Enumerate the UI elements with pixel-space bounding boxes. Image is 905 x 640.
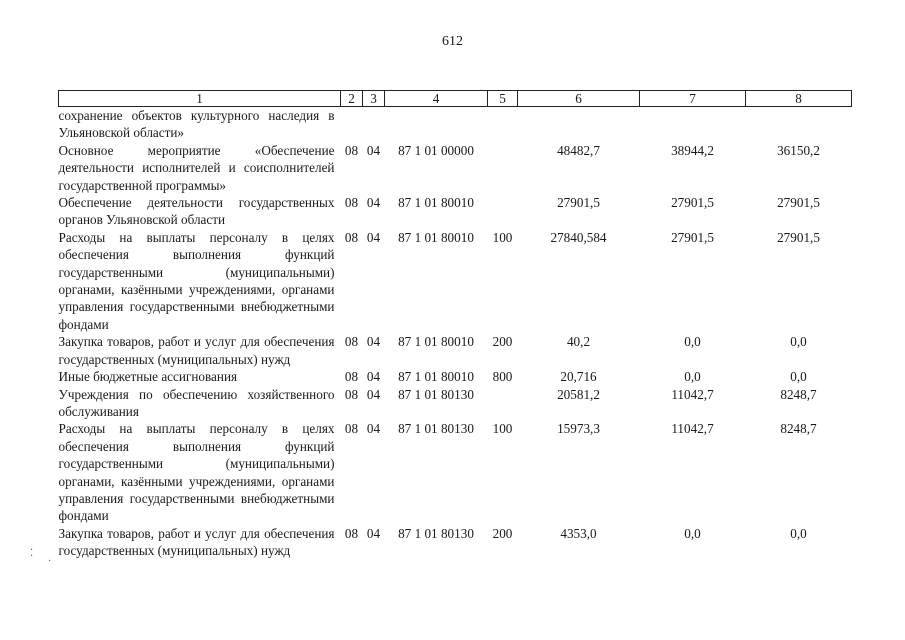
cell-target-article: 87 1 01 80130 [398, 525, 474, 541]
header-col-5: 5 [488, 91, 518, 107]
cell-section: 08 [344, 142, 359, 158]
cell-subsection: 04 [366, 421, 381, 437]
cell-amount-8: 0,0 [790, 369, 807, 385]
cell-expense-type: 200 [492, 525, 513, 541]
table-row [59, 420, 852, 524]
cell-target-article: 87 1 01 80010 [398, 195, 474, 211]
cell-amount-7 [640, 107, 746, 142]
cell-name: Закупка товаров, работ и услуг для обеспечения государственных (муниципальных) нужд [58, 334, 335, 367]
cell-subsection: 04 [366, 195, 381, 211]
cell-amount-8: 8248,7 [780, 421, 817, 437]
cell-amount-6: 27840,584 [550, 229, 607, 245]
header-col-8: 8 [746, 91, 852, 107]
cell-section: 08 [344, 369, 359, 385]
table-row [59, 194, 852, 229]
cell-amount-8: 36150,2 [777, 142, 820, 158]
table-row [59, 525, 852, 560]
header-col-4: 4 [385, 91, 488, 107]
cell-expense-type: 100 [492, 229, 513, 245]
cell-section: 08 [344, 334, 359, 350]
cell-subsection: 04 [366, 525, 381, 541]
header-col-1: 1 [59, 91, 341, 107]
table-row [59, 368, 852, 385]
cell-name: Обеспечение деятельности государственных органов Ульяновской области [58, 195, 335, 228]
scan-speck: ⁚ [30, 548, 34, 559]
table-header [59, 91, 852, 107]
table-body [59, 107, 852, 560]
header-col-7: 7 [640, 91, 746, 107]
cell-target-article: 87 1 01 80010 [398, 369, 474, 385]
cell-amount-7: 0,0 [684, 525, 701, 541]
cell-amount-7: 38944,2 [671, 142, 714, 158]
budget-table [58, 90, 852, 560]
cell-expense-type [488, 194, 518, 229]
cell-expense-type [488, 142, 518, 194]
cell-amount-7: 11042,7 [671, 421, 714, 437]
cell-amount-7: 0,0 [684, 334, 701, 350]
cell-name: Учреждения по обеспечению хозяйственного обслуживания [58, 386, 335, 419]
cell-name: Расходы на выплаты персоналу в целях обеспечения выполнения функций государственными (муниципальными) органами, казёнными учреждениями, органами управления государственными внебюджетными фондами [58, 229, 335, 332]
cell-amount-6 [518, 107, 640, 142]
cell-expense-type: 800 [492, 369, 513, 385]
cell-amount-6: 48482,7 [557, 142, 600, 158]
cell-section: 08 [344, 386, 359, 402]
cell-subsection: 04 [366, 334, 381, 350]
cell-subsection: 04 [366, 369, 381, 385]
header-col-2: 2 [341, 91, 363, 107]
cell-name: сохранение объектов культурного наследия в Ульяновской области» [58, 108, 335, 141]
cell-target-article [385, 107, 488, 142]
cell-target-article: 87 1 01 80010 [398, 229, 474, 245]
header-col-6: 6 [518, 91, 640, 107]
cell-target-article: 87 1 01 00000 [398, 142, 474, 158]
cell-target-article: 87 1 01 80130 [398, 421, 474, 437]
cell-amount-6: 20581,2 [557, 386, 600, 402]
cell-amount-7: 0,0 [684, 369, 701, 385]
cell-amount-7: 11042,7 [671, 386, 714, 402]
cell-amount-8: 27901,5 [777, 195, 820, 211]
cell-amount-6: 4353,0 [560, 525, 597, 541]
cell-amount-8: 0,0 [790, 525, 807, 541]
cell-name: Расходы на выплаты персоналу в целях обеспечения выполнения функций государственными (муниципальными) органами, казёнными учреждениями, органами управления государственными внебюджетными фондами [58, 421, 335, 524]
cell-amount-7: 27901,5 [671, 229, 714, 245]
page-number: 612 [442, 34, 463, 49]
scan-speck: · [48, 556, 52, 567]
table-row [59, 386, 852, 421]
cell-amount-6: 15973,3 [557, 421, 600, 437]
cell-section: 08 [344, 525, 359, 541]
header-col-3: 3 [363, 91, 385, 107]
cell-expense-type [488, 386, 518, 421]
cell-amount-6: 20,716 [560, 369, 597, 385]
cell-subsection: 04 [366, 229, 381, 245]
cell-target-article: 87 1 01 80130 [398, 386, 474, 402]
cell-amount-8 [746, 107, 852, 142]
cell-section [341, 107, 363, 142]
cell-expense-type: 100 [492, 421, 513, 437]
cell-amount-6: 27901,5 [557, 195, 600, 211]
cell-section: 08 [344, 195, 359, 211]
cell-amount-8: 8248,7 [780, 386, 817, 402]
cell-subsection [363, 107, 385, 142]
cell-expense-type: 200 [492, 334, 513, 350]
table-row [59, 229, 852, 333]
table-row [59, 333, 852, 368]
cell-amount-8: 0,0 [790, 334, 807, 350]
cell-section: 08 [344, 421, 359, 437]
cell-amount-6: 40,2 [566, 334, 591, 350]
cell-target-article: 87 1 01 80010 [398, 334, 474, 350]
table-row [59, 142, 852, 194]
table-row [59, 107, 852, 142]
cell-expense-type [488, 107, 518, 142]
cell-name: Основное мероприятие «Обеспечение деятельности исполнителей и соисполнителей государственной программы» [58, 142, 335, 193]
cell-subsection: 04 [366, 142, 381, 158]
cell-section: 08 [344, 229, 359, 245]
cell-amount-7: 27901,5 [671, 195, 714, 211]
cell-subsection: 04 [366, 386, 381, 402]
cell-amount-8: 27901,5 [777, 229, 820, 245]
cell-name: Закупка товаров, работ и услуг для обеспечения государственных (муниципальных) нужд [58, 525, 335, 559]
cell-name: Иные бюджетные ассигнования [58, 369, 238, 385]
